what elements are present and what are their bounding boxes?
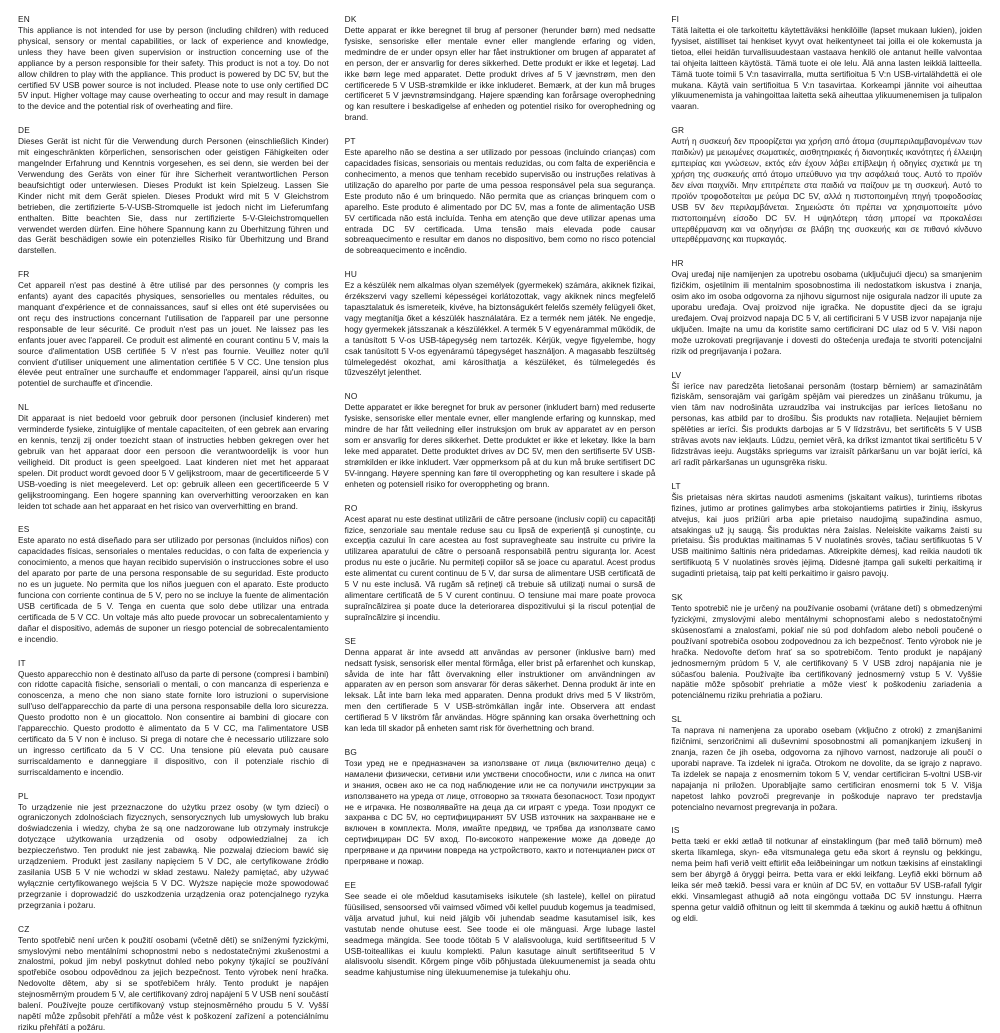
warning-text: Acest aparat nu este destinat utilizării de către persoane (inclusiv copii) cu capacități fizice, senzoriale sau mentale reduse sau cu lipsă de experiență și cunoștințe, cu excepția cazului în care acestea au fost supravegheate sau instruite cu privire la utilizarea aparatului de către o persoană responsabilă pentru siguranța lor. Acest produs nu este o jucărie. Nu permiteți copiilor să se joace cu aparatul. Acest produs este alimentat cu curent continuu de 5 V, dar sursa de alimentare USB certificată de 5 V nu este inclusă. Vă rugăm să rețineți că trebuie să utilizați numai o sursă de alimentare certificată de 5 V curent continuu. O tensiune mai mare poate provoca supraîncălzirea și poate duce la deteriorarea dispozitivului și la riscul potențial de supraîncălzire și incendiu. <box>344 513 656 622</box>
warning-text: Þetta tæki er ekki ætlað til notkunar af einstaklingum (þar með talið börnum) með skerta líkamlega, skyn- eða vitsmunalega getu eða skort á reynslu og þekkingu, nema þeim hafi verið veitt eftirlit eða leiðbeiningar um notkun tækisins af einstaklingi sem ber ábyrgð á öryggi þeirra. Þetta vara er ekki leikfang. Leyfið ekki börnum að leika sér með tækið. Þessi vara er knúin af DC 5V, en vottaður 5V USB-rafall fylgir ekki. Vinsamlegast athugið að nota eingöngu vottaða DC 5V innstungu. Hærra spenna getur valdið ofhitnun og leitt til skemmda á tækinu og aukið hættu á ofhitnun og eldi. <box>671 836 983 923</box>
warning-text: Dette apparatet er ikke beregnet for bruk av personer (inkludert barn) med reduserte fysiske, sensoriske eller mentale evner, eller manglende erfaring og kunnskap, med mindre de har fått veiledning eller instruksjon om bruk av apparatet av en person som er ansvarlig for deres sikkerhet. Dette produktet er ikke et leketøy. Ikke la barn leke med apparatet. Dette produktet drives av DC 5V, men den sertifiserte 5V USB-strømkilden er ikke inkludert. Vær oppmerksom på at du kun må bruke sertifisert DC 5V-inngang. Høyere spenning kan føre til overoppheting og kan resultere i skade på enheten og potensiell risiko for overoppheting og brann. <box>344 402 656 489</box>
warning-text: Αυτή η συσκευή δεν προορίζεται για χρήση από άτομα (συμπεριλαμβανομένων των παιδιών) με μειωμένες σωματικές, αισθητηριακές ή διανοητικές ικανότητες ή έλλειψη εμπειρίας και γνώσεων, εκτός εάν έχουν λάβει επίβλεψη ή οδηγίες σχετικά με τη χρήση της συσκευής από άτομο υπεύθυνο για την ασφάλειά τους. Αυτό το προϊόν δεν είναι παιχνίδι. Μην επιτρέπετε στα παιδιά να παίζουν με τη συσκευή. Αυτό το προϊόν τροφοδοτείται με ρεύμα DC 5V, αλλά η πιστοποιημένη πηγή τροφοδοσίας USB 5V δεν περιλαμβάνεται. Σημειώστε ότι πρέπει να χρησιμοποιείτε μόνο πιστοποιημένη είσοδο DC 5V. Η υψηλότερη τάση μπορεί να προκαλέσει υπερθέρμανση και να οδηγήσει σε βλάβη της συσκευής και σε πιθανό κίνδυνο υπερθέρμανσης και πυρκαγιάς. <box>671 136 983 245</box>
warning-text: Ez a készülék nem alkalmas olyan személyek (gyermekek) számára, akiknek fizikai, érzékszervi vagy szellemi képességei korlátozottak, vagy akiknek nincs megfelelő tapasztalatuk és ismereteik, kivéve, ha biztonságukért felelős személy felügyeli őket, vagy megtanítja őket a készülék használatára. Ez a termék nem játék. Ne engedje, hogy gyermekek játsszanak a készülékkel. A termék 5 V egyenárammal működik, de a tanúsított 5 V-os USB-tápegység nem tartozék. Kérjük, vegye figyelembe, hogy csak tanúsított 5 V-os egyenáramú tápegységet használjon. A magasabb feszültség túlmelegedést okozhat, ami károsíthatja a készüléket, és túlmelegedés és tűzveszélyt jelenthet. <box>344 280 656 378</box>
language-code: DE <box>18 125 30 136</box>
language-code: SK <box>671 592 683 603</box>
language-code: FI <box>671 14 680 24</box>
warning-text: Denna apparat är inte avsedd att användas av personer (inklusive barn) med nedsatt fysisk, sensorisk eller mental förmåga, eller brist på erfarenhet och kunskap, såvida de inte har fått övervakning eller instruktioner om användningen av apparaten av en person som ansvarar för deras säkerhet. Denna produkt är inte en leksak. Låt inte barn leka med apparaten. Denna produkt drivs med 5 V likström, men den certifierade 5 V USB-strömkällan ingår inte. Observera att endast certifierad 5 V likström får användas. Högre spänning kan orsaka överhettning och kan leda till skador på enheten samt risk för överhettning och brand. <box>344 646 656 734</box>
warning-text: This appliance is not intended for use by person (including children) with reduced physical, sensory or mental capabilities, or lack of experience and knowledge, unless they have been given supervision or instruction concerning use of the appliance by a person responsible for their safety. This product is not a toy. Do not allow children to play with the appliance. This product is powered by DC 5V, but the certified 5V USB power source is not included. Please note to use only certified DC 5V input. Higher voltage may cause overheating to occur and may result in damage to the device and the potential risk of overheating and fiire. <box>18 25 329 112</box>
language-code: DK <box>344 14 357 24</box>
language-code: RO <box>344 502 358 513</box>
language-code: IT <box>18 657 26 668</box>
warning-section-de <box>18 125 329 256</box>
warning-text: Questo apparecchio non è destinato all'uso da parte di persone (compresi i bambini) con ridotte capacità fisiche, sensoriali o mentali, o con mancanza di esperienza e conoscenza, a meno che non siano state fornite loro istruzioni o supervisione sull'uso dell'apparecchio da parte di una persona responsabile della loro sicurezza. Questo prodotto non è un giocattolo. Non consentire ai bambini di giocare con l'apparecchio. Questo prodotto è alimentato da 5 V CC, ma l'alimentatore USB certificato da 5 V non è incluso. Si prega di notare che è necessario utilizzare solo un ingresso certificato da 5 V CC. Una tensione più elevata può causare surriscaldamento e danneggiare il dispositivo, con il potenziale rischio di surriscaldamento e incendio. <box>18 668 329 777</box>
warning-text: Šī ierīce nav paredzēta lietošanai personām (tostarp bērniem) ar samazinātām fiziskām, sensorajām vai garīgām spējām vai pieredzes un zināšanu trūkumu, ja vien tām nav nodrošināta uzraudzība vai instrukcijas par ierīces lietošanu no personas, kas atbild par to drošību. Šis produkts nav rotaļlieta. Neļaujiet bērniem spēlēties ar ierīci. Šis produkts darbojas ar 5 V līdzstrāvu, bet sertificēts 5 V USB strāvas avots nav iekļauts. Lūdzu, ņemiet vērā, ka drīkst izmantot tikai sertificētu 5 V līdzstrāvas ieeju. Augstāks spriegums var izraisīt pārkaršanu un var bojāt ierīci, kā arī radīt pārkaršanas un ugunsgrēka risku. <box>671 380 983 467</box>
warning-text: Šis prietaisas nėra skirtas naudoti asmenims (įskaitant vaikus), turintiems ribotas fizines, jutimo ar protines galimybes arba stokojantiems patirties ir žinių, išskyrus atvejus, kai juos prižiūri arba apie prietaiso naudojimą supažindina asmuo, atsakingas už jų saugą. Šis produktas nėra žaislas. Neleiskite vaikams žaisti su prietaisu. Šis produktas maitinamas 5 V nuolatinės srovės, tačiau sertifikuotas 5 V USB maitinimo šaltinis nėra pridedamas. Atkreipkite dėmesį, kad reikia naudoti tik sertifikuotą 5 V nuolatinės srovės įėjimą. Didesnė įtampa gali sukelti perkaitimą ir sugadinti prietaisą, taip pat kelti perkaitimo ir gaisro pavojų. <box>671 491 983 579</box>
warning-section-pl <box>18 791 329 911</box>
warning-section-hr <box>671 258 982 356</box>
warning-section-lv <box>671 370 982 468</box>
warning-text: Este aparelho não se destina a ser utilizado por pessoas (incluindo crianças) com capacidades físicas, sensoriais ou mentais reduzidas, ou com falta de experiência e conhecimento, a menos que tenham recebido supervisão ou instruções relativas à utilização do aparelho por parte de uma pessoa responsável pela sua segurança. Este produto não é um brinquedo. Não permita que as crianças brinquem com o aparelho. Este produto é alimentado por DC 5V, mas a fonte de alimentação USB 5V certificada não está incluída. Tenha em atenção que deve utilizar apenas uma entrada DC 5V certificada. Uma tensão mais elevada pode causar sobreaquecimento e resultar em danos no dispositivo, bem como no risco potencial de sobreaquecimento e incêndio. <box>344 147 656 256</box>
language-code: LT <box>671 480 681 491</box>
warning-section-fi <box>671 14 982 112</box>
warning-section-no <box>345 391 656 489</box>
language-code: ES <box>18 524 30 535</box>
language-code: HU <box>344 269 358 280</box>
warning-text: Este aparato no está diseñado para ser utilizado por personas (incluidos niños) con capacidades físicas, sensoriales o mentales reducidas, o con falta de experiencia y conocimiento, a menos que hayan recibido supervisión o instrucciones sobre el uso del aparato por parte de una persona responsable de su seguridad. Este producto no es un juguete. No permita que los niños jueguen con el aparato. Este producto funciona con corriente continua de 5 V, pero no se incluye la fuente de alimentación USB certificada de 5 V. Tenga en cuenta que solo debe utilizar una entrada certificada de 5 V CC. Un voltaje más alto puede provocar un sobrecalentamiento y dañar el dispositivo, además de suponer un riesgo potencial de sobrecalentamiento e incendio. <box>18 535 329 644</box>
warning-section-nl <box>18 402 329 511</box>
warning-text: Dit apparaat is niet bedoeld voor gebruik door personen (inclusief kinderen) met verminderde fysieke, zintuiglijke of mentale capaciteiten, of een gebrek aan ervaring en kennis, tenzij zij onder toezicht staan of instructies hebben gekregen over het gebruik van het apparaat door een persoon die verantwoordelijk is voor hun veiligheid. Dit product is geen speelgoed. Laat kinderen niet met het apparaat spelen. Dit product wordt gevoed door 5 V gelijkstroom, maar de gecertificeerde 5 V USB-voeding is niet meegeleverd. Let op: gebruik alleen een gecertificeerde 5 V gelijkstroomingang. Een hogere spanning kan oververhitting veroorzaken en kan leiden tot schade aan het apparaat en het risico van oververhitting en brand. <box>18 413 329 511</box>
warning-section-es <box>18 524 329 644</box>
warning-section-cz <box>18 924 329 1033</box>
warning-text: Tento spotřebič není určen k použití osobami (včetně dětí) se sníženými fyzickými, smyslovými nebo mentálními schopnostmi nebo s nedostatečnými zkušenostmi a znalostmi, pokud jim nebyl poskytnut dohled nebo pokyny týkající se používání spotřebiče osobou odpovědnou za jejich bezpečnost. Tento výrobek není hračka. Nedovolte dětem, aby si se spotřebičem hrály. Tento produkt je napájen stejnosměrným proudem 5 V, ale certifikovaný zdroj napájení 5 V USB není součástí balení. Používejte pouze certifikovaný vstup stejnosměrného proudu 5 V. Vyšší napětí může způsobit přehřátí a může vést k poškození zařízení a potenciálnímu riziku přehřátí a požáru. <box>18 934 329 1032</box>
warning-section-ro <box>345 503 656 623</box>
language-code: PL <box>18 790 29 801</box>
warning-text: Dieses Gerät ist nicht für die Verwendung durch Personen (einschließlich Kinder) mit eingeschränkten körperlichen, sensorischen oder geistigen Fähigkeiten oder mangelnder Erfahrung und Kenntnis vorgesehen, es sei denn, sie werden bei der Verwendung des Geräts von einer für ihre Sicherheit verantwortlichen Person beaufsichtigt oder unterwiesen. Dieses Produkt ist kein Spielzeug. Lassen Sie Kinder nicht mit dem Gerät spielen. Dieses Produkt wird mit 5 V Gleichstrom betrieben, die zertifizierte 5-V-USB-Stromquelle ist jedoch nicht im Lieferumfang enthalten. Bitte beachten Sie, dass nur zertifizierte 5-V-Gleichstromquellen verwendet werden dürfen. Eine höhere Spannung kann zu Überhitzung führen und das Gerät beschädigen sowie ein potenzielles Risiko für Überhitzung und Brand darstellen. <box>18 136 329 256</box>
warning-text: Tento spotrebič nie je určený na používanie osobami (vrátane detí) s obmedzenými fyzickými, zmyslovými alebo mentálnymi schopnosťami alebo s nedostatočnými skúsenosťami a znalosťami, pokiaľ nie sú pod dohľadom alebo neboli poučené o používaní spotrebiča osobou zodpovednou za ich bezpečnosť. Tento výrobok nie je hračka. Nedovoľte deťom hrať sa so spotrebičom. Tento produkt je napájaný jednosmerným prúdom 5 V, ale certifikovaný 5 V USB zdroj napájania nie je súčasťou balenia. Používajte iba certifikovaný jednosmerný vstup 5 V. Vyššie napätie môže spôsobiť prehriatie a môže viesť k poškodeniu zariadenia a potenciálnemu riziku prehriatia a požiaru. <box>671 603 983 701</box>
warning-section-ee <box>345 880 656 978</box>
warning-section-dk <box>345 14 656 123</box>
warning-text: Този уред не е предназначен за използване от лица (включително деца) с намалени физически, сетивни или умствени способности, или с липса на опит и знания, освен ако не са под наблюдение или не са получили инструкции за използването на уреда от лице, отговорно за тяхната безопасност. Този продукт не е играчка. Не позволявайте на деца да си играят с уреда. Този продукт се захранва с DC 5V, но сертифицираният 5V USB източник на захранване не е включен в комплекта. Моля, имайте предвид, че трябва да използвате само сертифициран DC 5V вход. По-високото напрежение може да доведе до прегряване и да причини повреда на устройството, както и потенциален риск от прегряване и пожар. <box>344 757 656 867</box>
language-code: SE <box>344 635 357 646</box>
warning-section-sl <box>671 714 982 812</box>
language-code: NO <box>344 391 358 402</box>
warning-text: See seade ei ole mõeldud kasutamiseks isikutele (sh lastele), kellel on piiratud füüsilised, sensoorsed või vaimsed võimed või kellel puudub kogemus ja teadmised, välja arvatud juhul, kui neid jälgib või juhendab seadme kasutamisel isik, kes vastutab nende ohutuse eest. See toode ei ole mänguasi. Ärge lubage lastel seadmega mängida. See toode töötab 5 V alalisvooluga, kuid sertifitseeritud 5 V USB-toiteallikas ei kuulu komplekti. Palun kasutage ainult sertifitseeritud 5 V alalisvoolu sisendit. Kõrgem pinge võib põhjustada ülekuumenemist ja seada ohtu seadme kahjustumise ning ülekuumenemise ja tulekahju ohu. <box>344 891 656 978</box>
language-code: FR <box>18 269 30 280</box>
language-code: IS <box>671 825 680 836</box>
warning-section-bg <box>345 747 656 867</box>
warning-section-hu <box>345 269 656 378</box>
language-code: LV <box>671 369 682 380</box>
column-left <box>18 14 329 1032</box>
language-code: NL <box>18 402 30 413</box>
language-code: BG <box>344 746 358 757</box>
warning-section-lt <box>671 481 982 579</box>
warning-section-is <box>671 825 982 923</box>
language-code: CZ <box>18 923 30 934</box>
warning-text: Cet appareil n'est pas destiné à être utilisé par des personnes (y compris les enfants) ayant des capacités physiques, sensorielles ou mentales réduites, ou manquant d'expérience et de connaissances, sauf si elles ont été supervisées ou ont reçu des instructions concernant l'utilisation de l'appareil par une personne responsable de leur sécurité. Ce produit n'est pas un jouet. Ne laissez pas les enfants jouer avec l'appareil. Ce produit est alimenté en courant continu 5 V, mais la source d'alimentation USB certifiée 5 V n'est pas fournie. Veuillez noter qu'il convient d'utiliser uniquement une alimentation certifiée 5 V CC. Une tension plus élevée peut entraîner une surchauffe et endommager l'appareil, ainsi qu'un risque potentiel de surchauffe et d'incendie. <box>18 280 329 389</box>
column-middle <box>345 14 656 992</box>
language-code: HR <box>671 258 684 269</box>
warning-section-en <box>18 14 329 112</box>
column-right <box>671 14 982 992</box>
language-code: EE <box>344 880 357 890</box>
language-code: PT <box>344 136 356 147</box>
language-code: SL <box>671 714 682 725</box>
warning-section-se <box>345 636 656 734</box>
warning-text: Ta naprava ni namenjena za uporabo osebam (vključno z otroki) z zmanjšanimi fizičnimi, senzoričnimi ali duševnimi sposobnostmi ali pomanjkanjem izkušenj in znanja, razen če jih oseba, odgovorna za njihovo varnost, nadzoruje ali poučí o uporabi naprave. Ta izdelek ni igrača. Otrokom ne dovolite, da se igrajo z napravo. Ta izdelek se napaja z enosmernim tokom 5 V, vendar certificiran 5-voltni USB-vir napajanja ni priložen. Uporabljajte samo certificiran enosmerni tok 5 V. Višja napetost lahko povzroči pregrevanje in poškoduje napravo ter predstavlja potencialno nevarnost pregrevanja in požara. <box>671 725 983 812</box>
warning-section-pt <box>345 136 656 256</box>
warning-section-it <box>18 658 329 778</box>
warning-section-fr <box>18 269 329 389</box>
language-code: GR <box>671 125 685 136</box>
warning-text: To urządzenie nie jest przeznaczone do użytku przez osoby (w tym dzieci) o ograniczonych zdolnościach fizycznych, sensorycznych lub umysłowych lub braku doświadczenia i wiedzy, chyba że są one nadzorowane lub otrzymały instrukcje dotyczące użytkowania urządzenia od osoby odpowiedzialnej za ich bezpieczeństwo. Ten produkt nie jest zabawką. Nie pozwalaj dzieciom bawić się urządzeniem. Produkt jest zasilany napięciem 5 V DC, ale certyfikowane źródło zasilania USB 5 V nie wchodzi w skład zestawu. Należy pamiętać, aby używać wyłącznie certyfikowanego wejścia 5 V DC. Wyższe napięcie może spowodować przegrzanie i doprowadzić do uszkodzenia urządzenia oraz potencjalnego ryzyka przegrzania i pożaru. <box>18 801 329 910</box>
warning-text: Dette apparat er ikke beregnet til brug af personer (herunder børn) med nedsatte fysiske, sensoriske eller mentale evner eller manglende erfaring og viden, medmindre de er under opsyn eller har fået instruktioner om brugen af apparatet af en person, der er ansvarlig for deres sikkerhed. Dette produkt er ikke et legetøj. Lad ikke børn lege med apparatet. Dette produkt drives af 5 V jævnstrøm, men den certificerede 5 V USB-strømkilde er ikke inkluderet. Bemærk, at der kun må bruges certificeret 5 V jævnstrømsindgang. Højere spænding kan forårsage overophedning og kan resultere i beskadigelse af enheden og potentiel risiko for overophedning og brand. <box>344 25 656 123</box>
warning-text: Tätä laitetta ei ole tarkoitettu käytettäväksi henkilöille (lapset mukaan lukien), joiden fyysiset, aistilliset tai henkiset kyvyt ovat heikentyneet tai joilla ei ole kokemusta ja tietoa, ellei heidän turvallisuudestaan vastaava henkilö ole antanut heille valvontaa tai ohjeita laitteen käytöstä. Tämä tuote ei ole lelu. Älä anna lasten leikkiä laitteella. Tämä tuote toimii 5 V:n tasavirralla, mutta sertifioitua 5 V:n USB-virtalähdettä ei ole mukana. Käytä vain sertifioitua 5 V:n tasavirtaa. Korkeampi jännite voi aiheuttaa ylikuumenemista ja vahingoittaa laitetta sekä aiheuttaa ylikuumenemisen ja tulipalon vaaran. <box>671 25 983 112</box>
warning-section-gr <box>671 125 982 245</box>
warning-text: Ovaj uređaj nije namijenjen za upotrebu osobama (uključujući djecu) sa smanjenim fizičkim, osjetilnim ili mentalnim sposobnostima ili nedostatkom iskustva i znanja, osim ako im osoba odgovorna za njihovu sigurnost nije osigurala nadzor ili upute za uporabu uređaja. Ovaj proizvod nije igračka. Ne dopustite djeci da se igraju uređajem. Ovaj proizvod napaja DC 5 V, ali certificirani 5 V USB izvor napajanja nije uključen. Imajte na umu da koristite samo certificirani DC ulaz od 5 V. Viši napon može uzrokovati pregrijavanje i dovesti do oštećenja uređaja te stvoriti potencijalni rizik od pregrijavanja i požara. <box>671 269 983 356</box>
warning-section-sk <box>671 592 982 701</box>
language-code: EN <box>18 14 30 24</box>
